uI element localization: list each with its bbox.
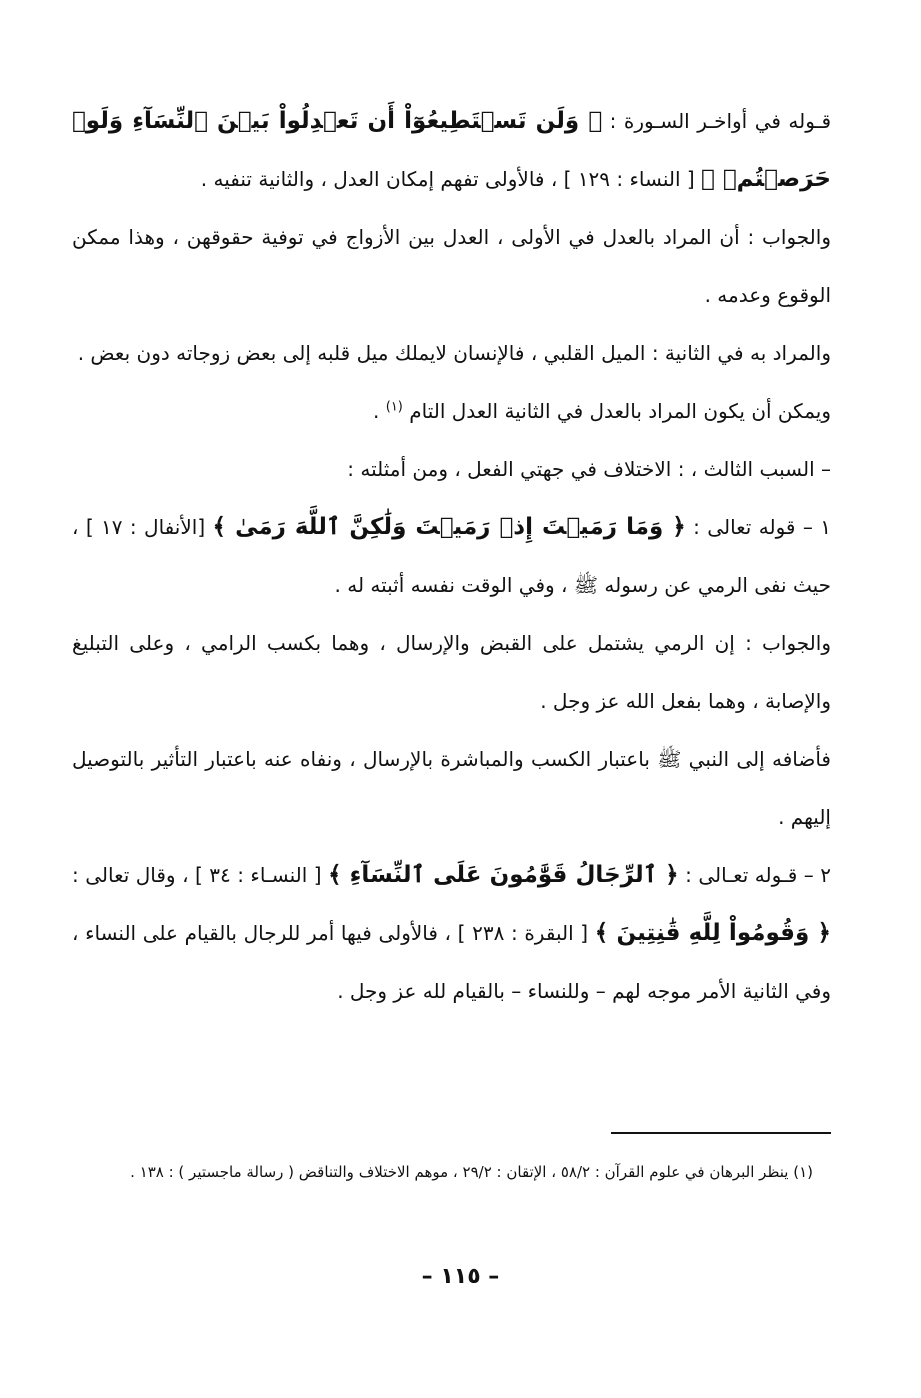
footnote-divider bbox=[611, 1132, 831, 1134]
paragraph-5-heading: – السبب الثالث ، : الاختلاف في جهتي الفعل ، ومن أمثلته : bbox=[347, 457, 831, 481]
quran-verse-baqarah-238: ﴿ وَقُومُواْ لِلَّهِ قَٰنِتِينَ ﴾ bbox=[594, 920, 832, 946]
footnote-marker[interactable]: (١) bbox=[385, 399, 403, 415]
body-text bbox=[72, 92, 831, 1020]
quran-verse-anfal-17: ﴿ وَمَا رَمَيۡتَ إِذۡ رَمَيۡتَ وَلَٰكِنَّ ٱللَّهَ رَمَىٰ ﴾ bbox=[212, 514, 686, 540]
paragraph-2: والجواب : أن المراد بالعدل في الأولى ، العدل بين الأزواج في توفية حقوقهن ، وهذا ممكن الوقوع وعدمه . bbox=[72, 225, 831, 307]
paragraph-6-tail: [الأنفال : ١٧ ] ، حيث نفى الرمي عن رسوله ﷺ ، وفي الوقت نفسه أثبته له . bbox=[72, 515, 831, 597]
paragraph-4 bbox=[72, 382, 831, 440]
footnote: (١) ينظر البرهان في علوم القرآن : ٥٨/٢ ، الإتقان : ٢٩/٢ ، موهم الاختلاف والتناقض ( رسالة ماجستير ) : ١٣٨ . bbox=[130, 1163, 813, 1181]
paragraph-8: فأضافه إلى النبي ﷺ باعتبار الكسب والمباشرة بالإرسال ، ونفاه عنه باعتبار التأثير بالتوصيل إليهم . bbox=[72, 747, 831, 829]
paragraph-1 bbox=[72, 92, 831, 208]
paragraph-6-intro: ١ – قوله تعالى : bbox=[693, 515, 832, 539]
paragraph-1-tail: [ النساء : ١٢٩ ] ، فالأولى تفهم إمكان العدل ، والثانية تنفيه . bbox=[200, 167, 695, 191]
paragraph-9-tail: [ البقرة : ٢٣٨ ] ، فالأولى فيها أمر للرجال بالقيام على النساء ، وفي الثانية الأمر موجه لهم – وللنساء – بالقيام لله عز وجل . bbox=[72, 921, 831, 1003]
page-number: – ١١٥ – bbox=[421, 1264, 500, 1289]
paragraph-6 bbox=[72, 498, 831, 614]
paragraph-4-tail: . bbox=[373, 399, 386, 423]
paragraph-3: والمراد به في الثانية : الميل القلبي ، فالإنسان لايملك ميل قلبه إلى بعض زوجاته دون بعض . bbox=[77, 341, 831, 365]
quran-verse-nisa-129: ﴿ وَلَن تَسۡتَطِيعُوٓاْ أَن تَعۡدِلُواْ بَيۡنَ ٱلنِّسَآءِ وَلَوۡ حَرَصۡتُمۡ ﴾ bbox=[72, 108, 831, 192]
quran-verse-nisa-34: ﴿ ٱلرِّجَالُ قَوَّٰمُونَ عَلَى ٱلنِّسَآءِ ﴾ bbox=[328, 862, 679, 888]
paragraph-7: والجواب : إن الرمي يشتمل على القبض والإرسال ، وهما بكسب الرامي ، وعلى التبليغ والإصابة ، وهما بفعل الله عز وجل . bbox=[72, 631, 831, 713]
paragraph-9-mid: [ النسـاء : ٣٤ ] ، وقال تعالى : bbox=[72, 863, 322, 887]
paragraph-1-intro: قـوله في أواخـر السـورة : bbox=[609, 109, 832, 133]
paragraph-4-text: ويمكن أن يكون المراد بالعدل في الثانية العدل التام bbox=[409, 399, 831, 423]
paragraph-9 bbox=[72, 846, 831, 1020]
paragraph-9-intro: ٢ – قـوله تعـالى : bbox=[685, 863, 832, 887]
